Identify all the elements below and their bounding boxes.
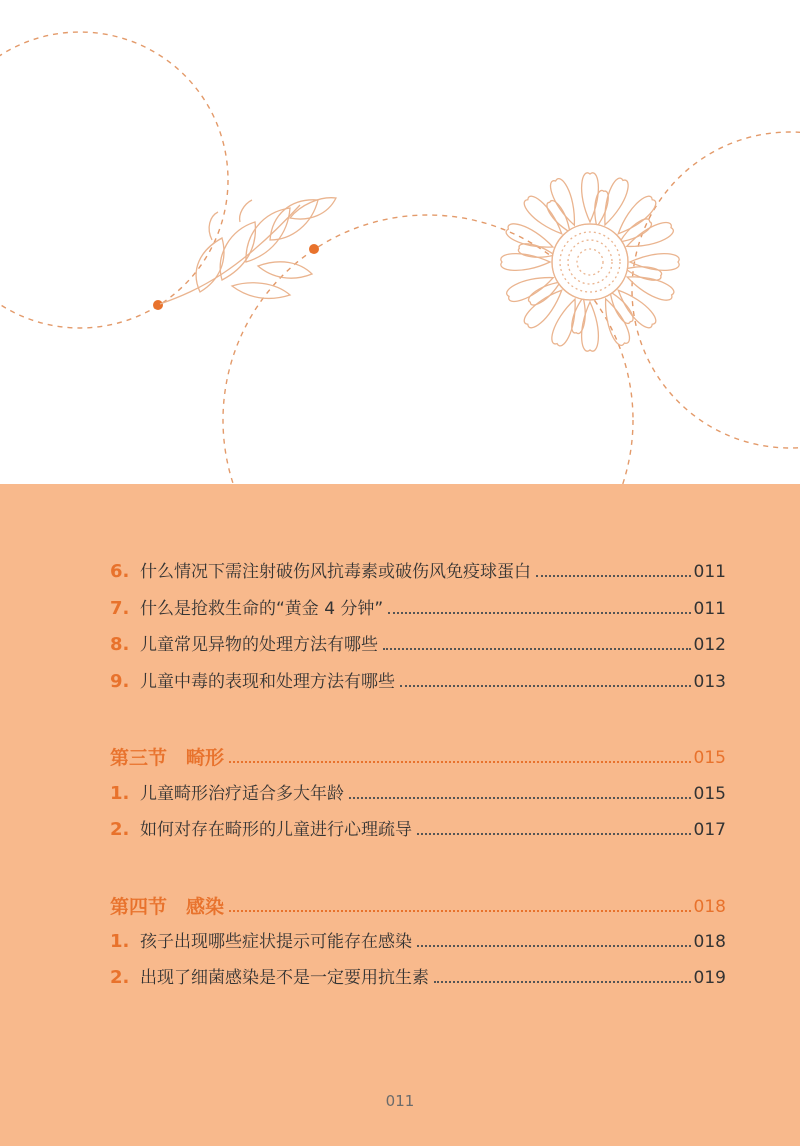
toc-band	[0, 484, 800, 1146]
section-page: 015	[693, 748, 726, 768]
leader-dots	[349, 797, 691, 799]
section-title: 第三节 畸形	[110, 747, 225, 769]
toc-entry-number: 7.	[110, 598, 130, 619]
toc-entry-number: 2.	[110, 819, 130, 840]
toc-entry[interactable]	[110, 780, 726, 808]
toc-entry-page: 012	[693, 635, 726, 655]
toc-entry[interactable]	[110, 668, 726, 696]
toc-entry-page: 019	[693, 968, 726, 988]
toc-entry-title: 什么情况下需注射破伤风抗毒素或破伤风免疫球蛋白	[140, 562, 531, 582]
toc-entry-title: 儿童畸形治疗适合多大年龄	[140, 784, 344, 804]
toc-entry-page: 017	[693, 820, 726, 840]
page-number: 011	[385, 1092, 415, 1110]
toc-entry-page: 015	[693, 784, 726, 804]
decor-dot-right	[309, 244, 319, 254]
toc-entry-number: 9.	[110, 671, 130, 692]
toc-entry-page: 013	[693, 672, 726, 692]
toc-entry-title: 儿童中毒的表现和处理方法有哪些	[140, 672, 395, 692]
toc-entry-title: 孩子出现哪些症状提示可能存在感染	[140, 932, 412, 952]
decor-dot-left	[153, 300, 163, 310]
toc-entry-title: 出现了细菌感染是不是一定要用抗生素	[140, 968, 429, 988]
leader-dots	[417, 833, 691, 835]
decorative-header	[0, 0, 800, 484]
leader-dots	[417, 945, 691, 947]
toc-entry-number: 1.	[110, 783, 130, 804]
toc-entry-page: 018	[693, 932, 726, 952]
leader-dots	[536, 575, 691, 577]
toc-entry-page: 011	[693, 599, 726, 619]
toc-entry-number: 8.	[110, 634, 130, 655]
section-page: 018	[693, 897, 726, 917]
toc-entry-number: 1.	[110, 931, 130, 952]
toc-entry-title: 如何对存在畸形的儿童进行心理疏导	[140, 820, 412, 840]
toc-entry-number: 2.	[110, 967, 130, 988]
toc-entry[interactable]	[110, 816, 726, 844]
leader-dots	[229, 910, 691, 912]
toc-section-heading[interactable]	[110, 744, 726, 772]
leader-dots	[434, 981, 691, 983]
leader-dots	[400, 685, 691, 687]
toc-entry[interactable]	[110, 595, 726, 623]
toc-entry-title: 儿童常见异物的处理方法有哪些	[140, 635, 378, 655]
decor-dashed-circle-left	[0, 32, 228, 328]
leader-dots	[388, 612, 690, 614]
toc-entry[interactable]	[110, 631, 726, 659]
toc-entry-number: 6.	[110, 561, 130, 582]
sunflower-illustration	[501, 173, 679, 351]
toc-section-heading[interactable]	[110, 893, 726, 921]
toc-entry-page: 011	[693, 562, 726, 582]
decor-svg	[0, 0, 800, 484]
toc-entry[interactable]	[110, 928, 726, 956]
toc-entry-title: 什么是抢救生命的“黄金 4 分钟”	[140, 599, 384, 619]
leader-dots	[229, 761, 691, 763]
toc-entry[interactable]	[110, 558, 726, 586]
toc-entry[interactable]	[110, 964, 726, 992]
section-title: 第四节 感染	[110, 896, 225, 918]
leader-dots	[383, 648, 691, 650]
decor-dashed-circle-right	[632, 132, 800, 448]
